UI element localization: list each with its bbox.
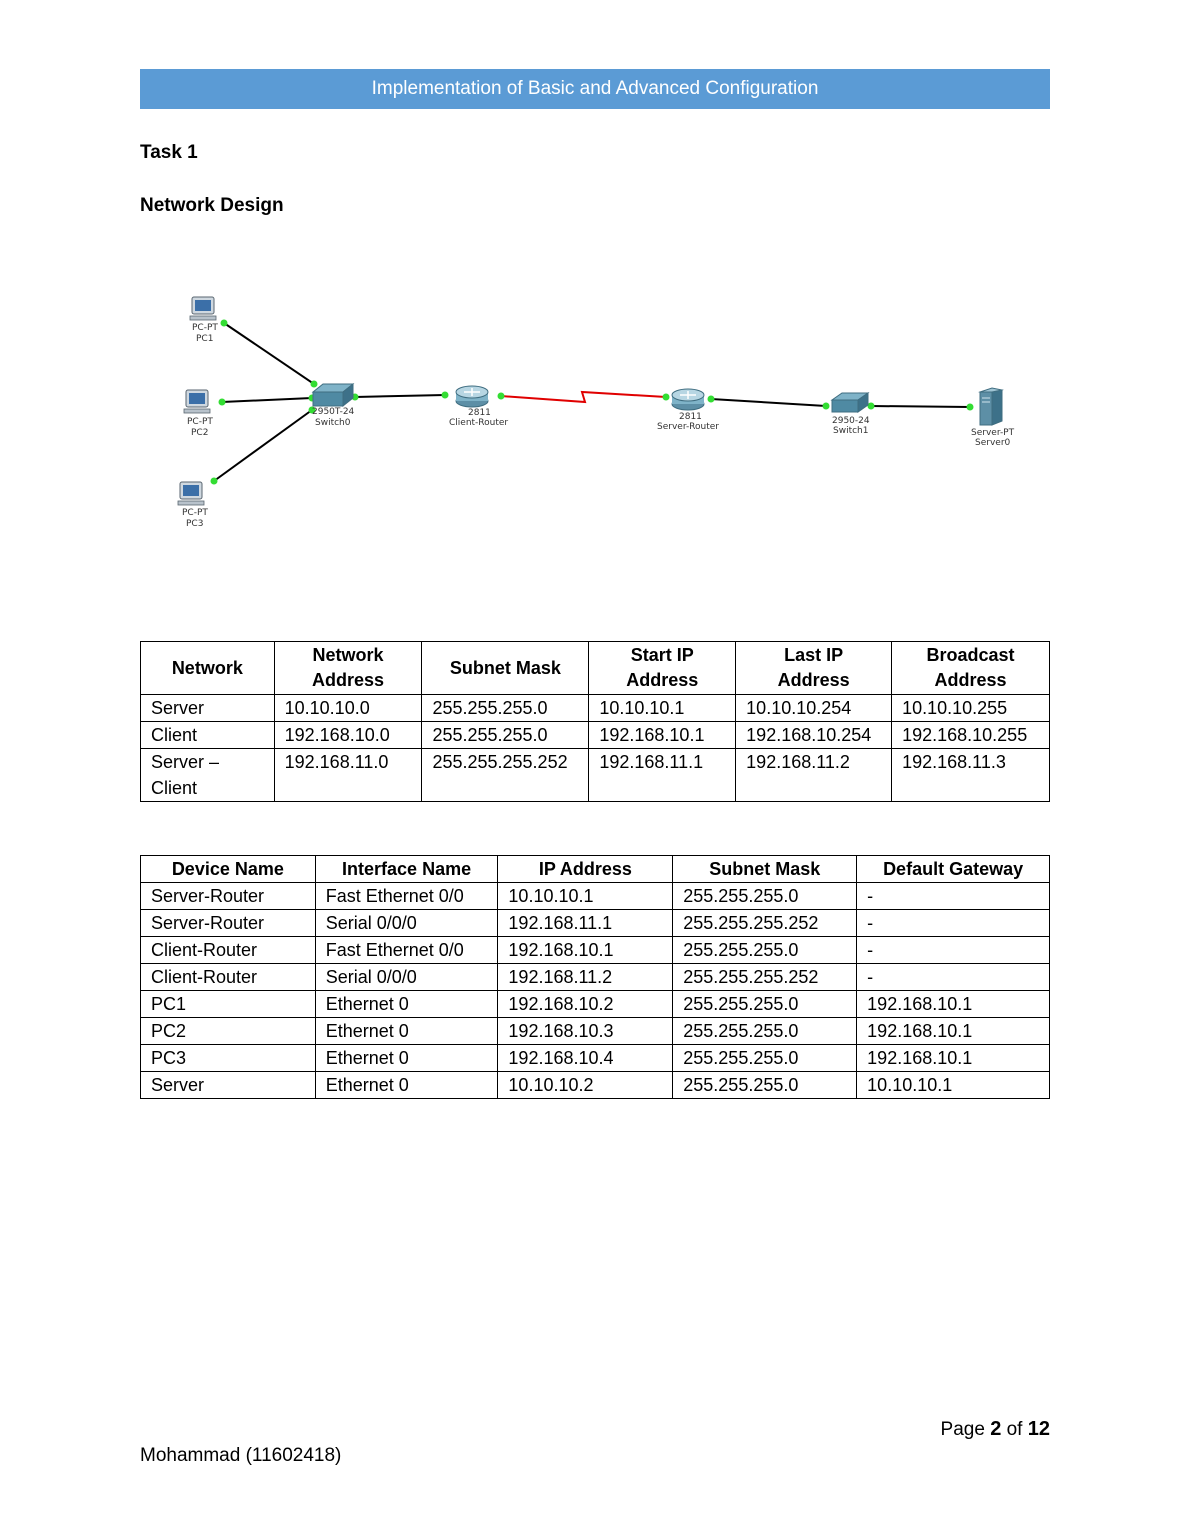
pc2-name-label: PC2 [191,428,209,438]
link-serial [501,392,666,402]
table-cell: PC3 [141,1045,316,1072]
section-heading: Network Design [140,195,284,216]
table-cell: 255.255.255.0 [673,1045,857,1072]
network-diagram [160,280,1040,540]
table-cell: 10.10.10.255 [892,695,1050,722]
table-cell: Ethernet 0 [315,1045,498,1072]
table-cell: 192.168.10.4 [498,1045,673,1072]
table-cell: - [857,964,1050,991]
column-header: Device Name [141,856,316,883]
pc2-icon [184,390,210,413]
table-row [141,937,1050,964]
table-cell: Server [141,695,275,722]
table-cell: Fast Ethernet 0/0 [315,883,498,910]
column-header: IP Address [498,856,673,883]
table-cell: 255.255.255.0 [673,883,857,910]
table-row [141,749,1050,802]
table-cell: Ethernet 0 [315,991,498,1018]
table-row [141,1072,1050,1099]
device-addressing-table [140,855,1050,1099]
table-cell: 255.255.255.0 [422,695,589,722]
column-header: Last IP Address [736,642,892,695]
table-cell: - [857,883,1050,910]
table-cell: Server [141,1072,316,1099]
table-cell: 192.168.10.1 [857,1045,1050,1072]
current-page: 2 [990,1418,1002,1440]
pc1-icon [190,297,216,320]
table-cell: 192.168.10.1 [857,991,1050,1018]
table-cell: 10.10.10.1 [498,883,673,910]
page-of: of [1006,1419,1023,1440]
table-cell: Serial 0/0/0 [315,910,498,937]
table-cell: 192.168.11.3 [892,749,1050,802]
link-pc1-switch0 [224,323,314,384]
table-cell: 10.10.10.0 [274,695,422,722]
table-cell: 255.255.255.0 [422,722,589,749]
network-addressing-table [140,641,1050,802]
column-header: Interface Name [315,856,498,883]
table-cell: Client [141,722,275,749]
link-server-router-switch1 [711,399,826,406]
table-cell: Server-Router [141,910,316,937]
column-header: Default Gateway [857,856,1050,883]
table-row [141,695,1050,722]
pc1-name-label: PC1 [196,334,214,344]
pc2-type-label: PC-PT [187,417,213,427]
table-cell: 255.255.255.0 [673,1072,857,1099]
server0-name-label: Server0 [975,438,1011,448]
pc1-type-label: PC-PT [192,323,218,333]
table-header-row [141,856,1050,883]
table-cell: 192.168.10.255 [892,722,1050,749]
column-header: Network Address [274,642,422,695]
table-cell: 192.168.10.2 [498,991,673,1018]
table-row [141,722,1050,749]
server-router-name-label: Server-Router [657,422,720,432]
table-cell: Serial 0/0/0 [315,964,498,991]
table-cell: 255.255.255.252 [673,910,857,937]
table-cell: 192.168.11.2 [736,749,892,802]
table-row [141,991,1050,1018]
page-prefix: Page [940,1419,985,1440]
table-cell: 192.168.10.1 [589,722,736,749]
switch1-icon [832,393,868,412]
page-number [941,1418,1050,1441]
column-header: Start IP Address [589,642,736,695]
table-cell: Ethernet 0 [315,1018,498,1045]
author-footer: Mohammad (11602418) [140,1445,342,1466]
server-router-icon [672,389,704,410]
switch0-icon [313,384,353,406]
table-header-row [141,642,1050,695]
client-router-name-label: Client-Router [449,418,509,428]
server0-type-label: Server-PT [971,428,1015,438]
table-cell: 192.168.11.1 [498,910,673,937]
column-header: Network [141,642,275,695]
table-cell: 255.255.255.252 [422,749,589,802]
task-heading: Task 1 [140,142,198,163]
table-cell: 192.168.10.0 [274,722,422,749]
table-cell: 10.10.10.1 [589,695,736,722]
table-row [141,883,1050,910]
table-cell: Ethernet 0 [315,1072,498,1099]
table-cell: 255.255.255.0 [673,991,857,1018]
table-cell: Client-Router [141,964,316,991]
table-cell: 192.168.10.1 [857,1018,1050,1045]
table-cell: Client-Router [141,937,316,964]
table-row [141,1018,1050,1045]
table-cell: 192.168.10.1 [498,937,673,964]
table-cell: - [857,910,1050,937]
table-cell: 192.168.11.1 [589,749,736,802]
table-cell: PC1 [141,991,316,1018]
table-cell: 255.255.255.0 [673,1018,857,1045]
table-cell: 255.255.255.0 [673,937,857,964]
table-cell: Fast Ethernet 0/0 [315,937,498,964]
pc3-icon [178,482,204,505]
switch1-type-label: 2950-24 [832,416,870,426]
server0-icon [980,388,1002,425]
link-switch1-server0 [871,406,970,407]
link-pc3-switch0 [214,410,312,481]
switch1-name-label: Switch1 [833,426,869,436]
table-cell: 255.255.255.252 [673,964,857,991]
server-router-type-label: 2811 [679,412,702,422]
table-cell: - [857,937,1050,964]
header-title: Implementation of Basic and Advanced Configuration [371,78,819,99]
column-header: Broadcast Address [892,642,1050,695]
table-row [141,1045,1050,1072]
total-pages: 12 [1027,1418,1050,1440]
pc3-name-label: PC3 [186,519,204,529]
table-cell: 10.10.10.254 [736,695,892,722]
link-switch0-client-router [355,395,445,397]
table-cell: PC2 [141,1018,316,1045]
switch0-name-label: Switch0 [315,418,351,428]
switch0-type-label: 2950T-24 [312,407,355,417]
table-cell: 10.10.10.2 [498,1072,673,1099]
table-cell: 192.168.10.254 [736,722,892,749]
table-cell: 192.168.10.3 [498,1018,673,1045]
client-router-icon [456,386,488,407]
table-cell: 10.10.10.1 [857,1072,1050,1099]
table-row [141,964,1050,991]
table-cell: 192.168.11.2 [498,964,673,991]
table-cell: 192.168.11.0 [274,749,422,802]
client-router-type-label: 2811 [468,408,491,418]
table-cell: Server – Client [141,749,275,802]
table-cell: Server-Router [141,883,316,910]
column-header: Subnet Mask [422,642,589,695]
link-pc2-switch0 [222,398,312,402]
document-header [140,69,1050,109]
pc3-type-label: PC-PT [182,508,208,518]
table-row [141,910,1050,937]
column-header: Subnet Mask [673,856,857,883]
